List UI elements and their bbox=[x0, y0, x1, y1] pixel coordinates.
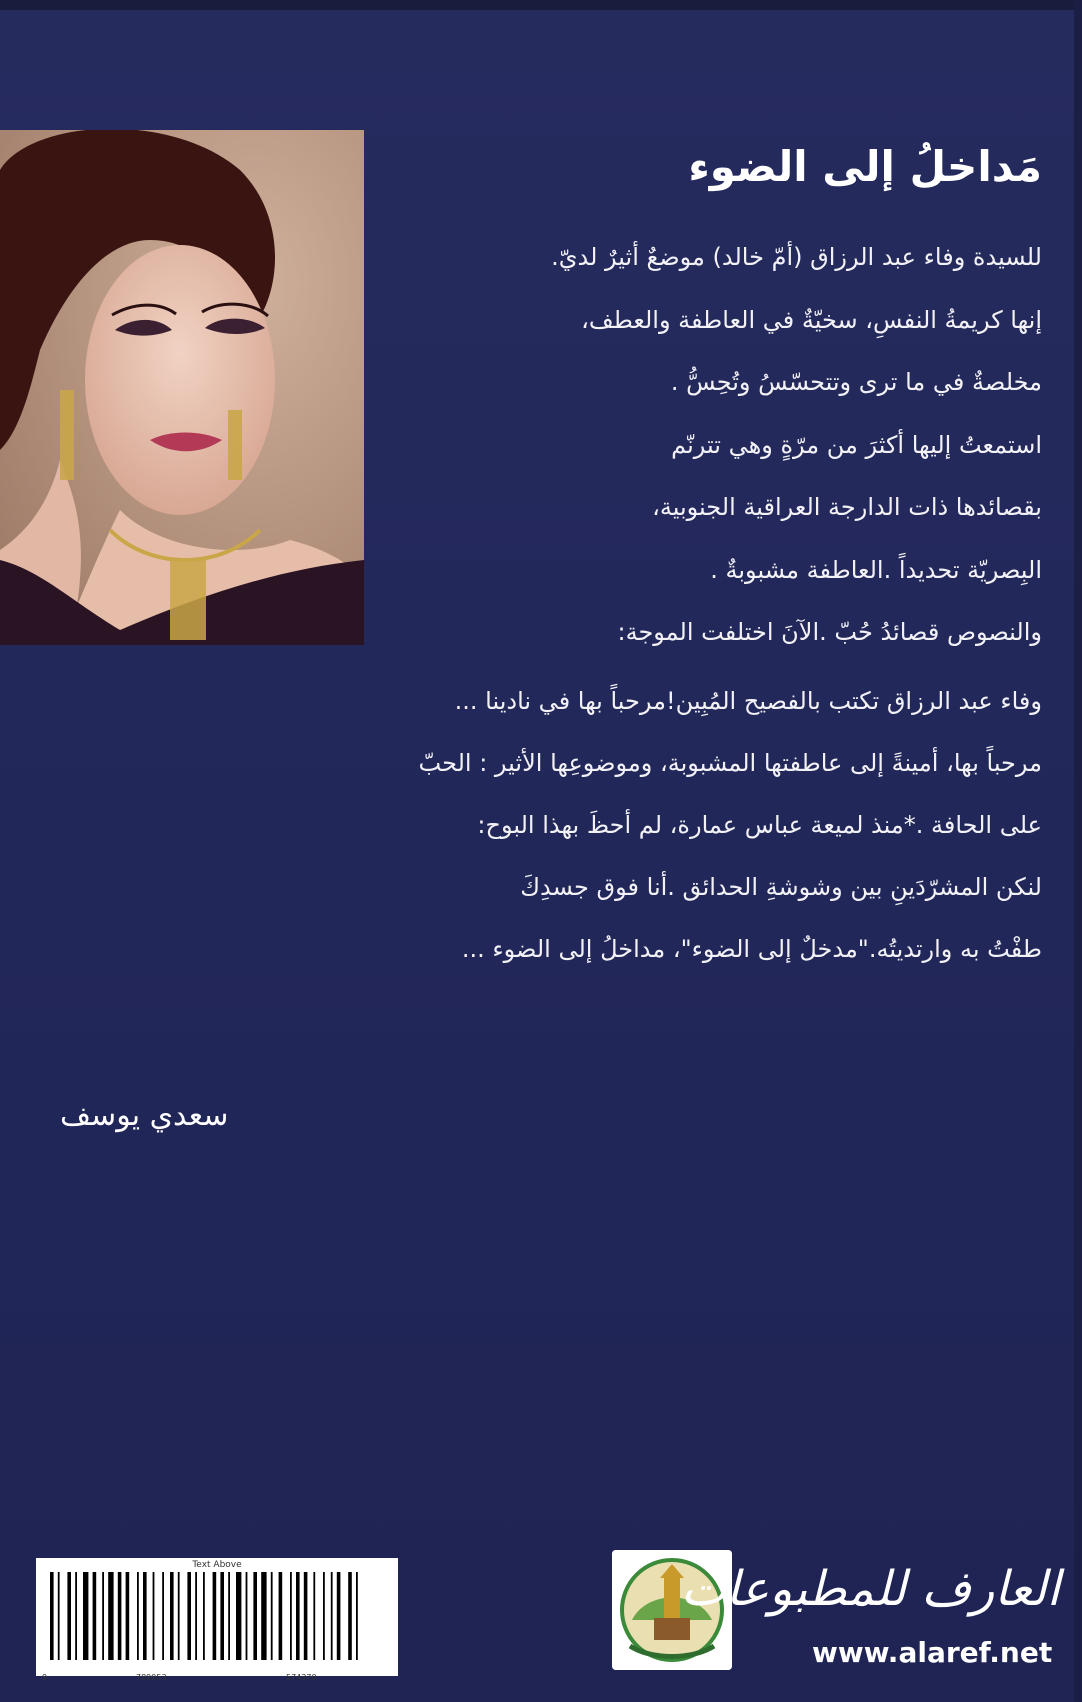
author-portrait-photo bbox=[0, 130, 364, 645]
blurb-line: مرحباً بها، أمينةً إلى عاطفتها المشبوبة، وموضوعِها الأثير : الحبّ bbox=[418, 749, 1042, 777]
barcode-digits-left: 789953 bbox=[136, 1673, 167, 1682]
publisher-website: www.alaref.net bbox=[812, 1636, 1053, 1669]
blurb-line: استمعتُ إليها أكثرَ من مرّةٍ وهي تترنّم bbox=[671, 430, 1042, 459]
blurb-line: إنها كريمةُ النفسِ، سخيّةٌ في العاطفة والعطف، bbox=[581, 305, 1042, 334]
blurb-line: على الحافة .*منذ لميعة عباس عمارة، لم أحظَ بهذا البوح: bbox=[477, 811, 1042, 839]
author-signature: سعدي يوسف bbox=[60, 1098, 229, 1133]
blurb-line: بقصائدها ذات الدارجة العراقية الجنوبية، bbox=[652, 493, 1042, 521]
blurb-line: البِصريّة تحديداً .العاطفة مشبوبةٌ . bbox=[710, 555, 1042, 584]
blurb-line: للسيدة وفاء عبد الرزاق (أمّ خالد) موضعٌ أثيرٌ لديّ. bbox=[551, 243, 1042, 271]
blurb-upper bbox=[402, 226, 1042, 664]
barcode-caption: Text Above bbox=[192, 1560, 242, 1570]
blurb-line: وفاء عبد الرزاق تكتب بالفصيح المُبِين!مرحباً بها في نادينا ... bbox=[454, 687, 1042, 715]
book-title: مَداخلُ إلى الضوء bbox=[688, 142, 1042, 191]
blurb-line: لنكن المشرّدَينِ بين وشوشةِ الحدائق .أنا فوق جسدِكَ bbox=[520, 873, 1042, 901]
cover-spine-edge bbox=[1074, 0, 1082, 1702]
blurb-lower bbox=[42, 670, 1042, 980]
blurb-line: والنصوص قصائدُ حُبّ .الآنَ اختلفت الموجة: bbox=[617, 618, 1042, 646]
blurb-line: طفْتُ به وارتديتُه."مدخلٌ إلى الضوء"، مداخلُ إلى الضوء ... bbox=[461, 935, 1042, 963]
isbn-barcode bbox=[36, 1558, 398, 1682]
barcode-digit-lead: 9 bbox=[42, 1673, 48, 1682]
publisher-logo: العارف للمطبوعات bbox=[680, 1561, 1060, 1617]
blurb-line: مخلصةٌ في ما ترى وتتحسّسُ وتُحِسُّ . bbox=[670, 368, 1042, 396]
barcode-digits-right: 574370 bbox=[286, 1673, 317, 1682]
cover-top-edge bbox=[0, 0, 1082, 10]
